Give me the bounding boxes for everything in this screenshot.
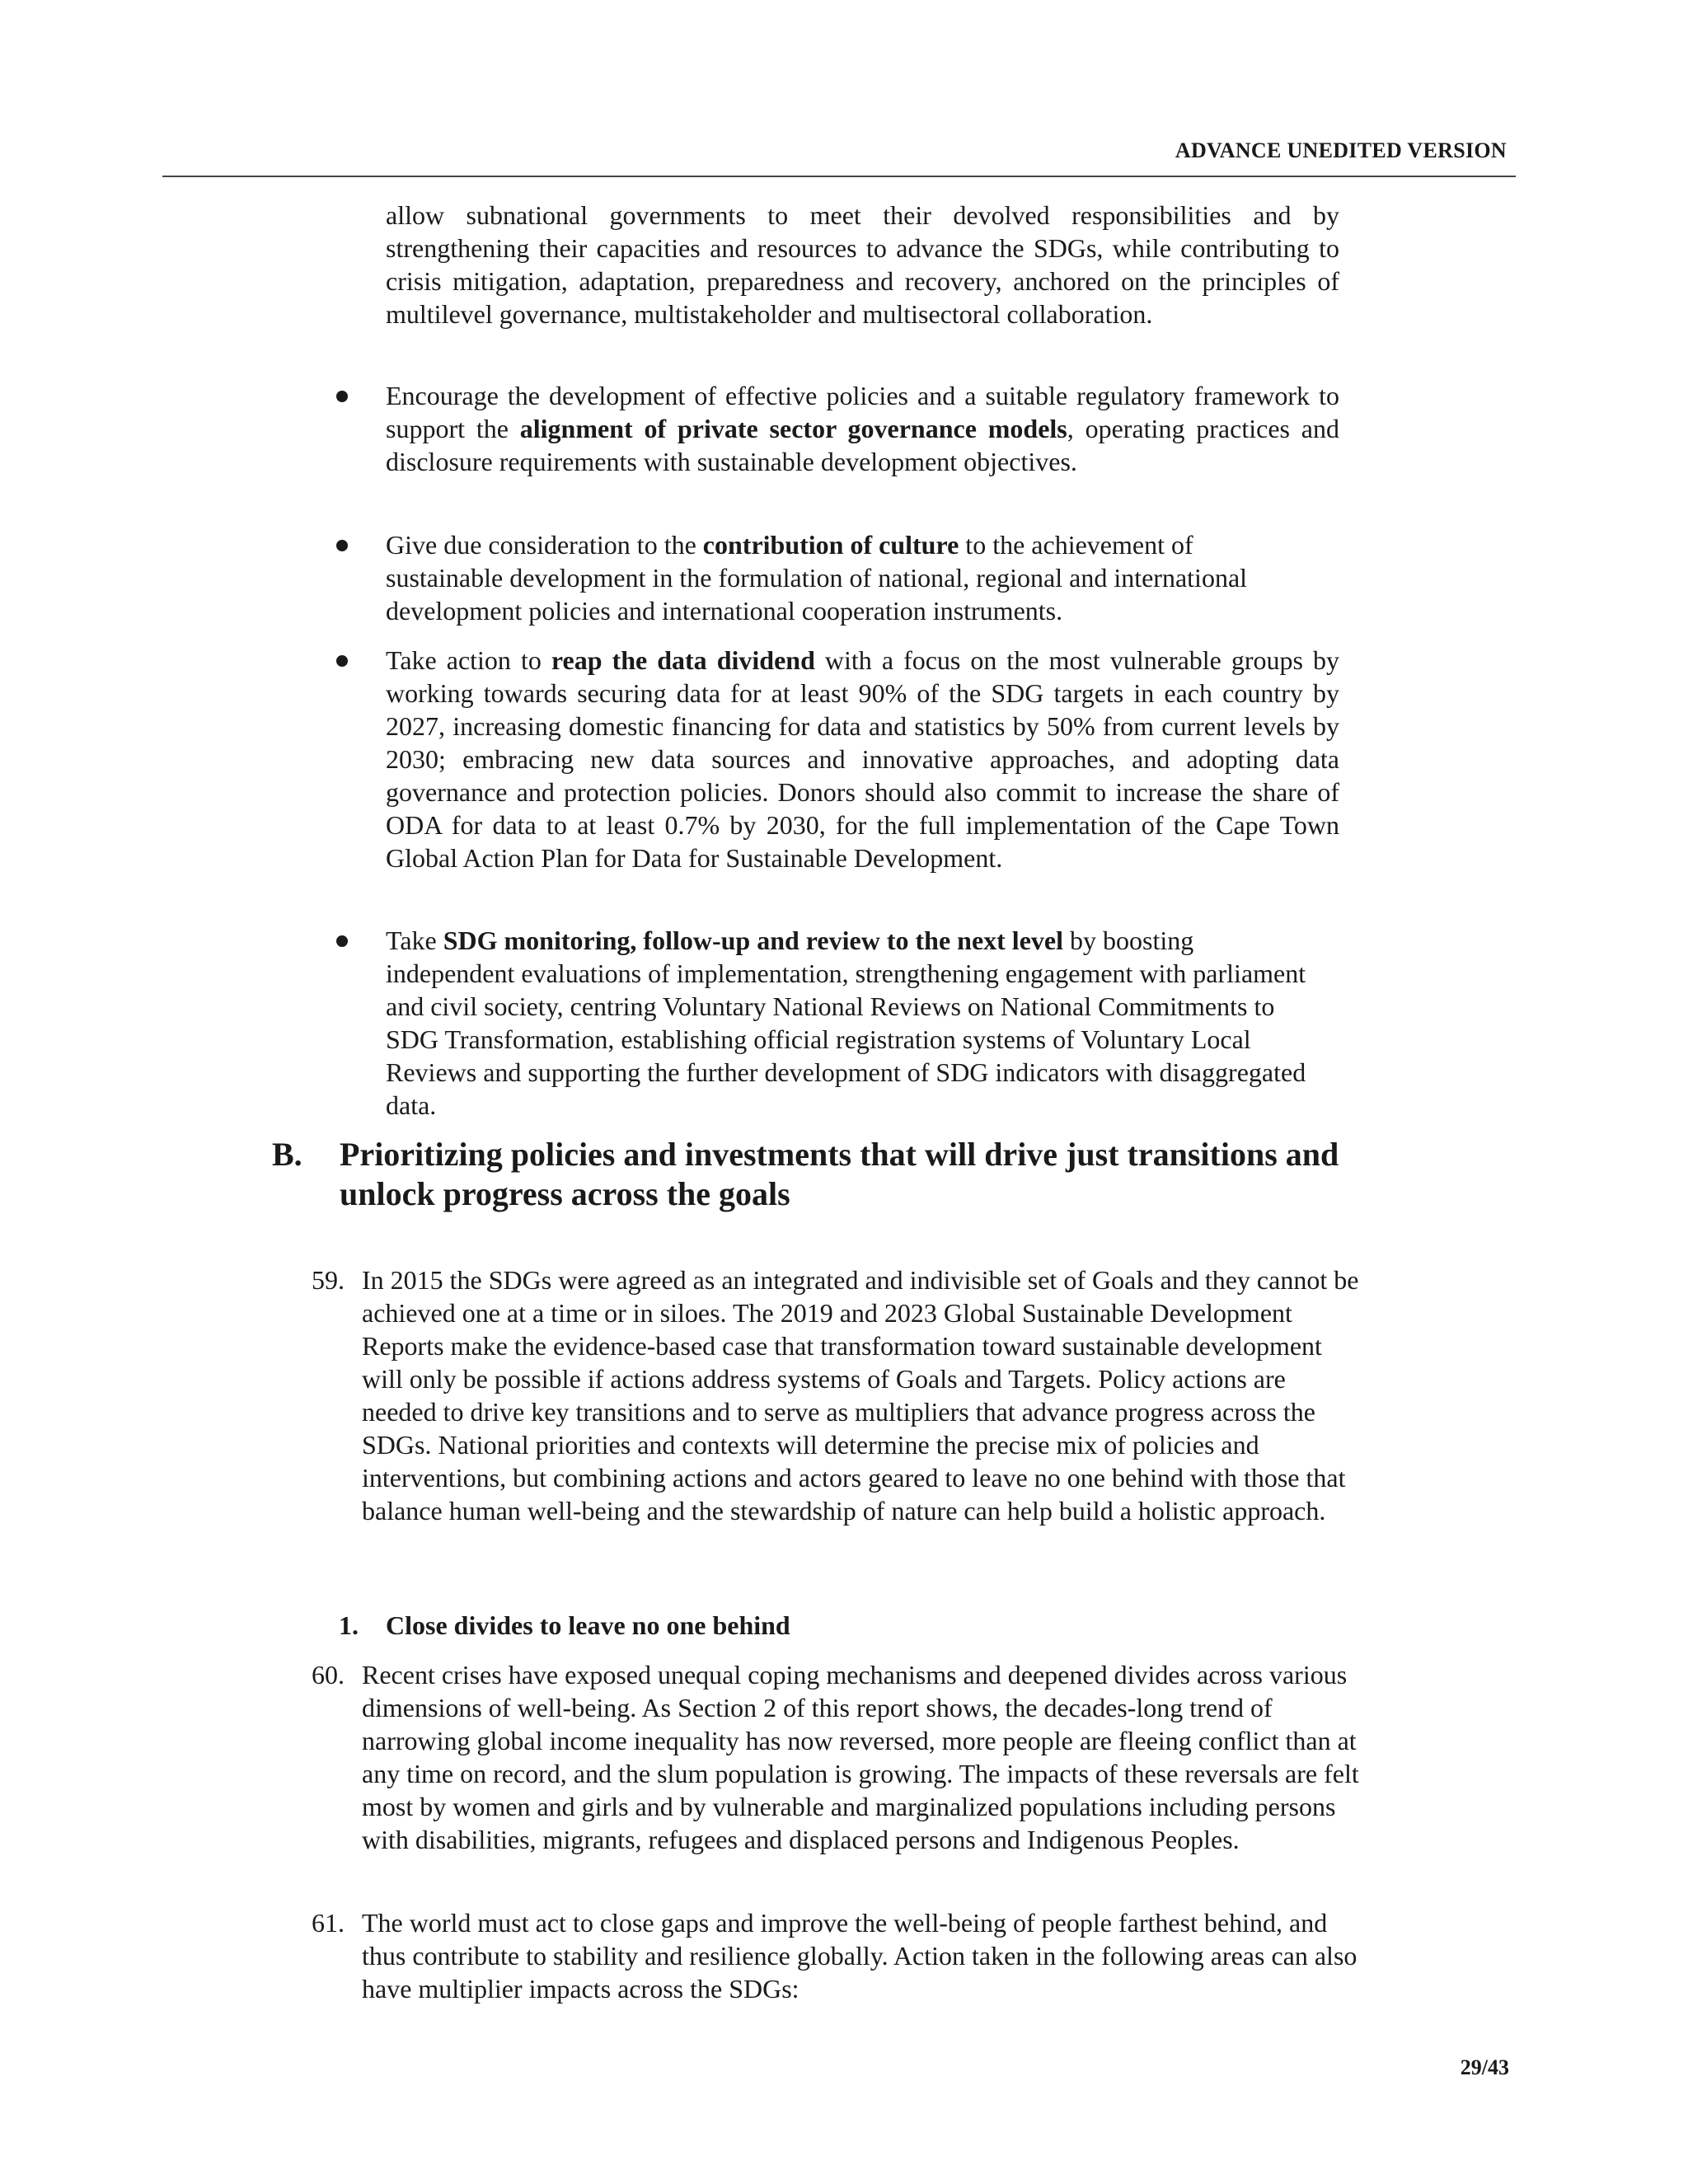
bullet-text-bold: reap the data dividend [551,645,815,675]
document-version-label: ADVANCE UNEDITED VERSION [1175,138,1507,162]
header-divider [162,176,1516,177]
bullet-text-before: Give due consideration to the [386,530,703,560]
bullet-text-after: to the achievement of sustainable development in the formulation of national, regional and international development policies and international cooperation instruments. [386,530,1248,626]
bullet-text-after: by boosting independent evaluations of implementation, strengthening engagement with parliament and civil society, centring Voluntary National Reviews on National Commitments to SDG Transformation, establishing official registration systems of Voluntary Local Reviews and supporting the further development of SDG indicators with disaggregated data. [386,926,1306,1120]
bullet-text-after: with a focus on the most vulnerable groups by working towards securing data for at least 90% of the SDG targets in each country by 2027, increasing domestic financing for data and statistics by 50% from current levels by 2030; embracing new data sources and innovative approaches, and adopting data governance and protection policies. Donors should also commit to increase the share of ODA for data to at least 0.7% by 2030, for the full implementation of the Cape Town Global Action Plan for Data for Sustainable Development. [386,645,1340,873]
bullet-text-bold: alignment of private sector governance models [519,414,1067,443]
paragraph-number: 59. [312,1265,345,1295]
paragraph-number: 60. [312,1660,345,1690]
bullet-text-bold: contribution of culture [702,530,959,560]
bullet-dot [336,935,348,947]
bullet-item [386,924,1317,1122]
bullet-text-before: Take action to [386,645,551,675]
bullet-item [386,644,1339,874]
bullet-dot [336,540,348,551]
paragraph-text: The world must act to close gaps and improve the well-being of people farthest behind, and thus contribute to stability and resilience globally. Action taken in the following areas can also have multiplier impacts across the SDGs: [362,1908,1357,2004]
bullet-text-before: Take [386,926,443,955]
subsection-number: 1. [339,1610,359,1640]
bullet-text-after: , operating practices and disclosure requirements with sustainable development objectives. [386,414,1340,476]
bullet-text-bold: SDG monitoring, follow-up and review to the next level [443,926,1063,955]
section-title: Prioritizing policies and investments that will drive just transitions and unlock progress across the goals [340,1136,1339,1212]
bullet-item [386,528,1309,627]
paragraph-number: 61. [312,1908,345,1938]
bullet-text-before: Encourage the development of effective policies and a suitable regulatory framework to support the [386,381,1339,443]
subsection-title: Close divides to leave no one behind [386,1610,790,1640]
bullet-dot [336,391,348,402]
section-letter: B. [272,1136,302,1173]
paragraph-text: Recent crises have exposed unequal coping mechanisms and deepened divides across various dimensions of well-being. As Section 2 of this report shows, the decades-long trend of narrowing global income inequality has now reversed, more people are fleeing conflict than at any time on record, and the slum population is growing. The impacts of these reversals are felt most by women and girls and by vulnerable and marginalized populations including persons with disabilities, migrants, refugees and displaced persons and Indigenous Peoples. [362,1660,1359,1854]
paragraph-text: In 2015 the SDGs were agreed as an integrated and indivisible set of Goals and they cannot be achieved one at a time or in siloes. The 2019 and 2023 Global Sustainable Development Reports make the evidence-based case that transformation toward sustainable development will only be possible if actions address systems of Goals and Targets. Policy actions are needed to drive key transitions and to serve as multipliers that advance progress across the SDGs. National priorities and contexts will determine the precise mix of policies and interventions, but combining actions and actors geared to leave no one behind with those that balance human well-being and the stewardship of nature can help build a holistic approach. [362,1265,1359,1526]
bullet-item [386,379,1339,478]
bullet-dot [336,655,348,667]
intro-continuation-text: allow subnational governments to meet their devolved responsibilities and by strengthening their capacities and resources to advance the SDGs, while contributing to crisis mitigation, adaptation, preparedness and recovery, anchored on the principles of multilevel governance, multistakeholder and multisectoral collaboration. [386,200,1339,329]
page-number: 29/43 [1460,2055,1509,2079]
